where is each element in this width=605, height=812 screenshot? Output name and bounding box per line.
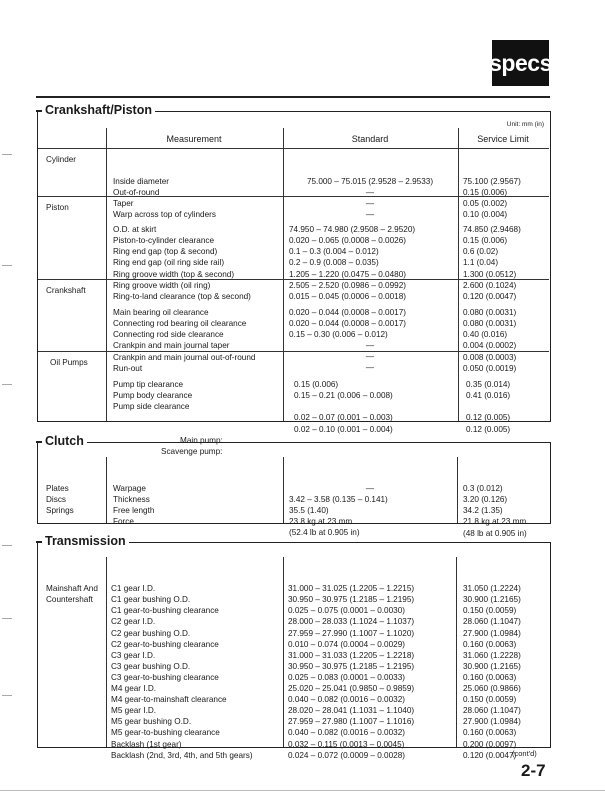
margin-mark bbox=[2, 265, 12, 266]
standard-values: 3.42 – 3.58 (0.135 – 0.141) 35.5 (1.40) 23.8 kg at 23 mm (52.4 lb at 0.905 in) bbox=[289, 495, 388, 538]
service-limit-values: 74.850 (2.9468) 0.15 (0.006) 0.6 (0.02) 1.1 (0.04) 1.300 (0.0512) 2.600 (0.1024) 0.120 (0.0047) bbox=[463, 225, 521, 301]
specs-badge: specs bbox=[492, 40, 549, 86]
measurements: Pump tip clearance Pump body clearance Pump side clearance Main pump: Scavenge pump: bbox=[113, 380, 223, 456]
service-limit-values: 75.100 (2.9567) 0.15 (0.006) 0.05 (0.002) 0.10 (0.004) bbox=[463, 177, 521, 220]
standard-values: 74.950 – 74.980 (2.9508 – 2.9520) 0.020 – 0.065 (0.0008 – 0.0026) 0.1 – 0.3 (0.004 – 0.012) 0.2 – 0.9 (0.008 – 0.035) 1.205 – 1.220 (0.0475 – 0.0480) 2.505 – 2.520 (0.0986 – 0.0992) 0.015 – 0.045 (0.0006 – 0.0018) bbox=[289, 225, 416, 301]
clutch-section bbox=[37, 434, 551, 538]
transmission-shafts: Mainshaft And Countershaft bbox=[46, 584, 98, 605]
service-limit-values: 0.080 (0.0031) 0.080 (0.0031) 0.40 (0.016) 0.004 (0.0002) 0.008 (0.0003) 0.050 (0.0019) bbox=[463, 308, 517, 373]
bottom-rule bbox=[0, 790, 605, 791]
service-limit-values: 0.35 (0.014) 0.41 (0.016) 0.12 (0.005) 0.12 (0.005) bbox=[466, 380, 511, 434]
continued-label: (cont'd) bbox=[512, 749, 537, 758]
top-rule bbox=[36, 96, 550, 98]
service-limit-values: 0.3 (0.012) 3.20 (0.126) 34.2 (1.35) 21.8 kg at 23 mm (48 lb at 0.905 in) bbox=[463, 484, 527, 538]
clutch-parts: Plates Discs Springs bbox=[46, 484, 74, 516]
service-limit-values: 31.050 (1.2224) 30.900 (1.2165) 0.150 (0.0059) 28.060 (1.1047) 27.900 (1.0984) 0.160 (0.0063) 31.060 (1.2228) 30.900 (1.2165) 0.160 (0.0063) 25.060 (0.9866) 0.150 (0.0059) 28.060 (1.1047) 27.900 (1.0984) 0.160 (0.0063) 0.200 (0.0097) 0.120 (0.0047) bbox=[463, 584, 521, 760]
standard-dash: — bbox=[365, 484, 375, 494]
measurements: Inside diameter Out-of-round Taper Warp across top of cylinders bbox=[113, 177, 216, 220]
measurements: O.D. at skirt Piston-to-cylinder clearance Ring end gap (top & second) Ring end gap (oil ring side rail) Ring groove width (top & second) Ring groove width (oil ring) Ring-to-land clearance (top & second) bbox=[113, 225, 251, 301]
group-crankshaft: Crankshaft bbox=[46, 286, 86, 295]
section-title: Transmission bbox=[42, 533, 129, 549]
margin-mark bbox=[2, 384, 12, 385]
group-cylinder: Cylinder bbox=[46, 155, 77, 164]
standard-values: 31.000 – 31.025 (1.2205 – 1.2215) 30.950 – 30.975 (1.2185 – 1.2195) 0.025 – 0.075 (0.0001 – 0.0030) 28.000 – 28.033 (1.1024 – 1.1037) 27.959 – 27.990 (1.1007 – 1.1020) 0.010 – 0.074 (0.0004 – 0.0029) 31.000 – 31.033 (1.2205 – 1.2218) 30.950 – 30.975 (1.2185 – 1.2195) 0.025 – 0.083 (0.0001 – 0.0033) 25.020 – 25.041 (0.9850 – 0.9859) 0.040 – 0.082 (0.0016 – 0.0032) 28.020 – 28.041 (1.1031 – 1.1040) 27.959 – 27.980 (1.1007 – 1.1016) 0.040 – 0.082 (0.0016 – 0.0032) 0.032 – 0.115 (0.0013 – 0.0045) 0.024 – 0.072 (0.0009 – 0.0028) bbox=[288, 584, 415, 760]
standard-values: 0.15 (0.006) 0.15 – 0.21 (0.006 – 0.008) 0.02 – 0.07 (0.001 – 0.003) 0.02 – 0.10 (0.001 – 0.004) bbox=[294, 380, 393, 434]
margin-mark bbox=[2, 545, 12, 546]
margin-mark bbox=[2, 695, 12, 696]
margin-mark bbox=[2, 154, 12, 155]
measurements: C1 gear I.D. C1 gear bushing O.D. C1 gear-to-bushing clearance C2 gear I.D. C2 gear bushing O.D. C2 gear-to-bushing clearance C3 gear I.D. C3 gear bushing O.D. C3 gear-to-bushing clearance M4 gear I.D. M4 gear-to-mainshaft clearance M5 gear I.D. M5 gear bushing O.D. M5 gear-to-bushing clearance Backlash (1st gear) Backlash (2nd, 3rd, 4th, and 5th gears) bbox=[111, 584, 253, 760]
margin-mark bbox=[2, 618, 12, 619]
page-number: 2-7 bbox=[521, 761, 546, 780]
header-service-limit: Service Limit bbox=[477, 134, 529, 144]
section-title: Crankshaft/Piston bbox=[42, 102, 155, 118]
standard-values: 0.020 – 0.044 (0.0008 – 0.0017) 0.020 – 0.044 (0.0008 – 0.0017) 0.15 – 0.30 (0.006 – 0.012) bbox=[289, 308, 406, 340]
measurements: Main bearing oil clearance Connecting rod bearing oil clearance Connecting rod side clearance Crankpin and main journal taper Crankpin and main journal out-of-round Run-out bbox=[113, 308, 256, 373]
group-piston: Piston bbox=[46, 203, 69, 212]
standard-values: 75.000 – 75.015 (2.9528 – 2.9533) — — — bbox=[306, 177, 434, 220]
header-standard: Standard bbox=[351, 134, 389, 144]
measurements: Warpage Thickness Free length Force bbox=[113, 484, 155, 527]
section-title: Clutch bbox=[42, 433, 87, 449]
unit-label: Unit: mm (in) bbox=[506, 121, 544, 128]
group-oil-pumps: Oil Pumps bbox=[50, 358, 88, 367]
standard-dashes: — — — bbox=[365, 341, 375, 373]
header-measurement: Measurement bbox=[166, 134, 222, 144]
